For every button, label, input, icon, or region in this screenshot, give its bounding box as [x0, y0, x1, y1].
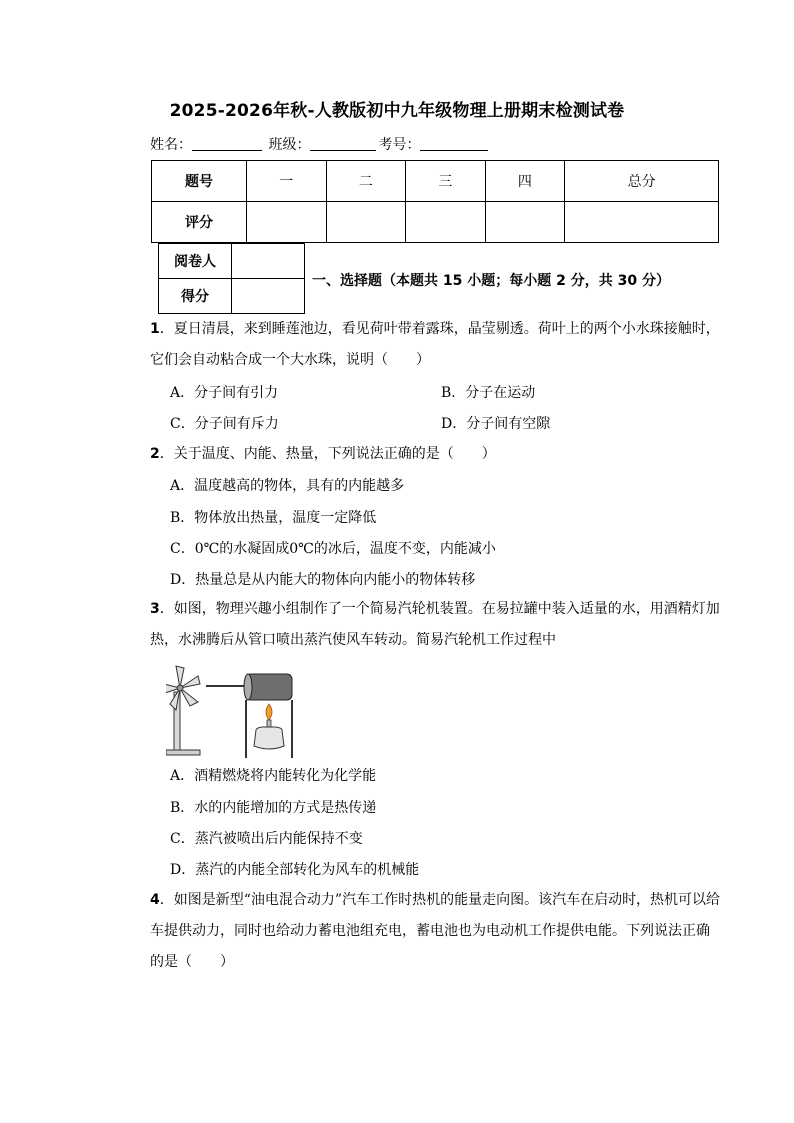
class-blank[interactable]	[310, 136, 376, 151]
grader-table	[158, 243, 305, 314]
question-number: 3	[150, 601, 160, 617]
windmill-rotor	[166, 666, 200, 710]
exam-no-label: 考号：	[378, 137, 421, 153]
score-row-label: 评分	[152, 202, 247, 243]
option-a[interactable]: A．酒精燃烧将内能转化为化学能	[170, 768, 377, 784]
option-b[interactable]: B．水的内能增加的方式是热传递	[170, 800, 377, 816]
exam-title: 2025-2026年秋-人教版初中九年级物理上册期末检测试卷	[169, 101, 625, 121]
grader-score-label: 得分	[159, 279, 232, 314]
score-table	[151, 160, 719, 243]
score-table-cell: 三	[406, 161, 486, 202]
grader-score-cell[interactable]	[232, 279, 305, 314]
score-input-cell[interactable]	[565, 202, 719, 243]
question-text: ．关于温度、内能、热量，下列说法正确的是（ ）	[159, 446, 496, 462]
reviewer-cell[interactable]	[232, 244, 305, 279]
option-c[interactable]: C．分子间有斥力	[170, 416, 279, 432]
question-text: ．如图是新型“油电混合动力”汽车工作时热机的能量走向图。该汽车在启动时，热机可以给车提供动力，同时也给动力蓄电池组充电，蓄电池也为电动机工作提供电能。下列说法正确的是（ ）	[150, 892, 721, 970]
option-c[interactable]: C．蒸汽被喷出后内能保持不变	[170, 831, 363, 847]
option-d[interactable]: D．蒸汽的内能全部转化为风车的机械能	[170, 862, 420, 878]
score-input-cell[interactable]	[326, 202, 406, 243]
reviewer-label: 阅卷人	[159, 244, 232, 279]
student-info-line	[150, 134, 490, 154]
score-table-cell: 四	[485, 161, 565, 202]
section-title: 一、选择题（本题共 15 小题；每小题 2 分，共 30 分）	[312, 273, 670, 289]
option-a[interactable]: A．分子间有引力	[170, 385, 279, 401]
question-number: 1	[150, 321, 160, 337]
flame-icon	[266, 704, 272, 720]
name-blank[interactable]	[192, 136, 262, 151]
score-input-cell[interactable]	[406, 202, 486, 243]
question-2	[150, 439, 722, 470]
exam-no-blank[interactable]	[420, 136, 488, 151]
score-table-cell: 总分	[565, 161, 719, 202]
option-b[interactable]: B．物体放出热量，温度一定降低	[170, 510, 377, 526]
question-4	[150, 885, 722, 978]
option-b[interactable]: B．分子在运动	[441, 385, 536, 401]
question-number: 4	[150, 892, 160, 908]
option-a[interactable]: A．温度越高的物体，具有的内能越多	[170, 478, 405, 494]
score-table-cell: 一	[247, 161, 327, 202]
steam-turbine-figure	[166, 660, 316, 760]
option-c[interactable]: C．0℃的水凝固成0℃的冰后，温度不变，内能减小	[170, 541, 496, 557]
question-text: ．夏日清晨，来到睡莲池边，看见荷叶带着露珠，晶莹剔透。荷叶上的两个小水珠接触时，它们会自动粘合成一个大水珠，说明（ ）	[150, 321, 720, 368]
windmill-base	[166, 750, 200, 755]
name-label: 姓名：	[150, 137, 192, 153]
score-table-score-row	[152, 202, 719, 243]
score-table-cell: 二	[326, 161, 406, 202]
score-input-cell[interactable]	[247, 202, 327, 243]
option-d[interactable]: D．分子间有空隙	[441, 416, 551, 432]
option-d[interactable]: D．热量总是从内能大的物体向内能小的物体转移	[170, 572, 476, 588]
question-3	[150, 594, 722, 656]
alcohol-lamp	[254, 727, 284, 749]
score-input-cell[interactable]	[485, 202, 565, 243]
question-text: ．如图，物理兴趣小组制作了一个简易汽轮机装置。在易拉罐中装入适量的水，用酒精灯加热，水沸腾后从管口喷出蒸汽使风车转动。简易汽轮机工作过程中	[150, 601, 720, 648]
question-number: 2	[150, 446, 160, 462]
score-table-cell: 题号	[152, 161, 247, 202]
can	[246, 674, 292, 700]
score-table-header-row	[152, 161, 719, 202]
class-label: 班级：	[268, 137, 311, 153]
question-1	[150, 314, 722, 376]
